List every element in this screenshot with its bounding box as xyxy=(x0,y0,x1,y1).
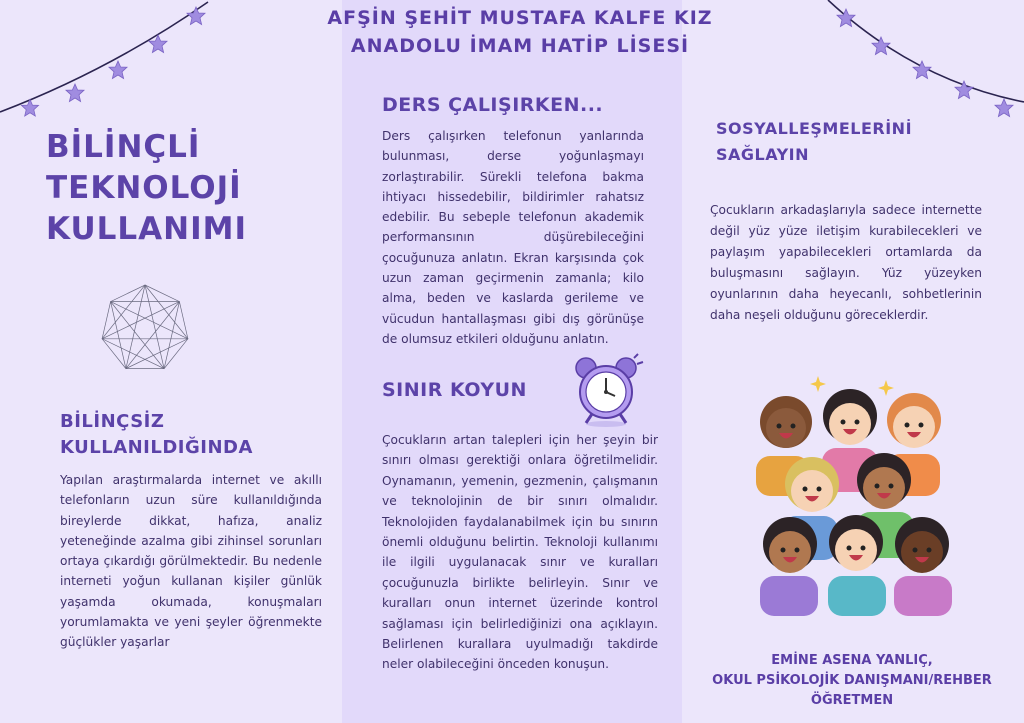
children-illustration xyxy=(756,376,956,616)
bunting-right-stars xyxy=(824,0,1024,125)
main-title xyxy=(46,127,306,250)
signature-title-line1: OKUL PSİKOLOJİK DANIŞMANI/REHBER xyxy=(712,673,992,688)
middle-body-limits: Çocukların artan talepleri için her şeyin bir sınırı olması gerektiği onlara öğretilmelidir. Oynamanın, yemenin, gezmenin, çalışmanın ve teknolojinin de bir sınırı olmalıdır. Teknolojiden faydalanabilmek için bu sınırın önemli olduğunu belirtin. Teknoloji kullanımı ile ilgili uygulanacak sınır ve kuralları çocuğunuzla birlikte belirleyin. Sınır ve kuralları onun internet üzerinde kontrol sağlaması için belirlediğinizi ona açıklayın. Belirlenen kurallara uyulmadığı takdirde neler olabileceğini önceden konuşun. xyxy=(382,433,658,672)
bunting-left-stars xyxy=(0,0,215,120)
signature-block xyxy=(684,651,1020,711)
middle-heading-study: DERS ÇALIŞIRKEN... xyxy=(382,94,604,116)
signature-title-line2: ÖĞRETMEN xyxy=(810,693,894,708)
main-title-line1: BİLİNÇLİ xyxy=(46,129,201,165)
right-heading-line1: SOSYALLEŞMELERİNİ xyxy=(716,119,913,138)
right-heading-line2: SAĞLAYIN xyxy=(716,145,810,164)
left-heading-line2: KULLANILDIĞINDA xyxy=(60,437,253,458)
school-name-line2: ANADOLU İMAM HATİP LİSESİ xyxy=(350,35,690,57)
right-heading xyxy=(716,116,912,168)
left-body-text: Yapılan araştırmalarda internet ve akıllı telefonların uzun süre kullanıldığında bireylerde dikkat, hafıza, analiz yeteneğinde azalma gibi zihinsel sorunları ortaya çıkardığı görülmektedir. Bu nedenle interneti yoğun kullanan kişiler günlük yaşamda okumada, konuşmaları yorumlamakta ve yeni şeyler öğrenmekte güçlükler yaşarlar xyxy=(60,473,322,650)
right-body-text: Çocukların arkadaşlarıyla sadece internette değil yüz yüze iletişim kurabilecekleri ve paylaşım yapabilecekleri ortamlarda da buluşmasını sağlayın. Yüz yüzeyken oyunlarının daha heyecanlı, sohbetlerinin daha neşeli olduğunu göreceklerdir. xyxy=(710,203,982,322)
school-name-line1: AFŞİN ŞEHİT MUSTAFA KALFE KIZ xyxy=(327,7,713,29)
left-heading xyxy=(60,409,253,461)
left-heading-line1: BİLİNÇSİZ xyxy=(60,411,165,432)
main-title-line3: KULLANIMI xyxy=(46,211,248,247)
middle-body-study: Ders çalışırken telefonun yanlarında bulunması, derse yoğunlaşmayı zorlaştırabilir. Sürekli telefona bakma ihtiyacı hissedebilir, bildirimler rahatsız edebilir. Bu sebeple telefonun akademik performansının düşürebileceğini çocuğunuza anlatın. Ekran karşısında çok uzun zaman geçirmenin zamanla; kilo alma, beden ve kaslarda gerileme ve vücudun hantallaşması gibi dış görünüşe de olumsuz etkileri olduğunu anlatın. xyxy=(382,129,644,346)
signature-name: EMİNE ASENA YANLIÇ, xyxy=(771,653,933,668)
alarm-clock-icon xyxy=(568,350,644,428)
star-polygon-icon xyxy=(98,282,192,376)
school-name xyxy=(300,4,740,60)
main-title-line2: TEKNOLOJİ xyxy=(46,170,242,206)
middle-heading-limits: SINIR KOYUN xyxy=(382,379,527,401)
